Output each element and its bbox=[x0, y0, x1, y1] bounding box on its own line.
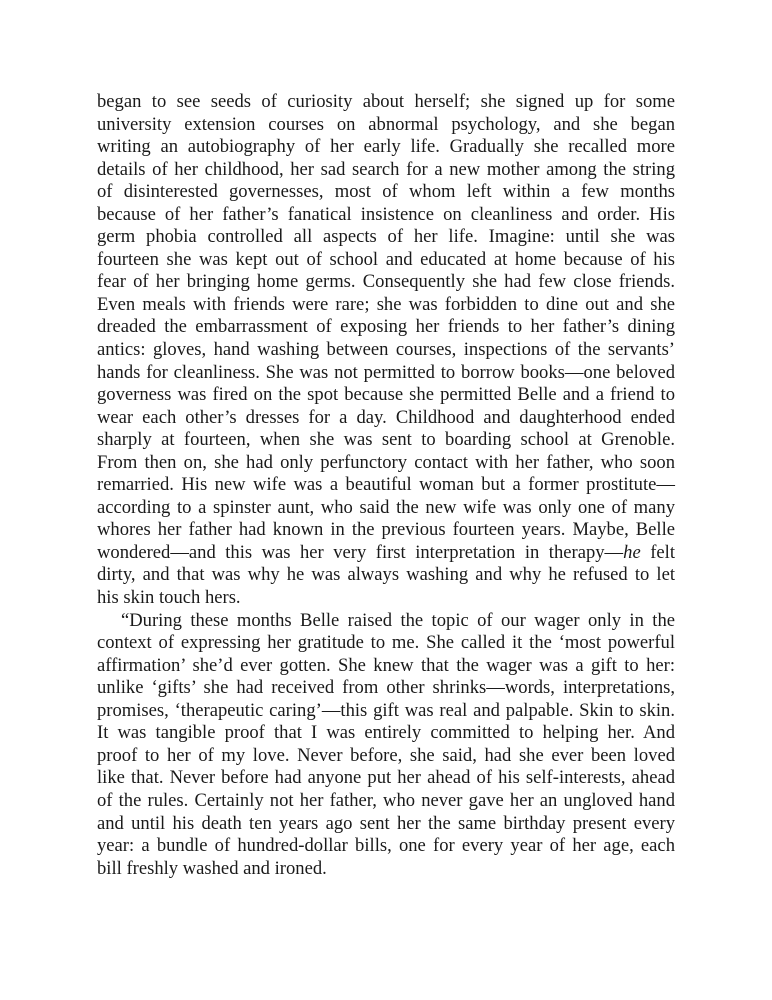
text-line: dreaded the embarrassment of exposing her friends to her father’s dining bbox=[97, 316, 675, 338]
text-line: like that. Never before had anyone put her ahead of his self-interests, ahead bbox=[97, 767, 675, 789]
text-line: germ phobia controlled all aspects of her life. Imagine: until she was bbox=[97, 226, 675, 248]
text-line: and until his death ten years ago sent her the same birthday present every bbox=[97, 812, 675, 834]
text-line: antics: gloves, hand washing between courses, inspections of the servants’ bbox=[97, 339, 675, 361]
text-line: according to a spinster aunt, who said the new wife was only one of many bbox=[97, 496, 675, 518]
text-line: details of her childhood, her sad search for a new mother among the string bbox=[97, 158, 675, 180]
text-line: writing an autobiography of her early life. Gradually she recalled more bbox=[97, 136, 675, 158]
text-line: hands for cleanliness. She was not permitted to borrow books—one beloved bbox=[97, 361, 675, 383]
text-line: bill freshly washed and ironed. bbox=[97, 857, 327, 879]
text-line: of disinterested governesses, most of whom left within a few months bbox=[97, 181, 675, 203]
text-line-with-italic bbox=[97, 542, 675, 565]
text-line: affirmation’ she’d ever gotten. She knew that the wager was a gift to her: bbox=[97, 654, 675, 676]
text-line: of the rules. Certainly not her father, who never gave her an ungloved hand bbox=[97, 789, 675, 811]
text-line: “During these months Belle raised the topic of our wager only in the bbox=[121, 609, 675, 631]
text-line: sharply at fourteen, when she was sent to boarding school at Grenoble. bbox=[97, 429, 675, 451]
text-line: began to see seeds of curiosity about herself; she signed up for some bbox=[97, 91, 675, 112]
text-segment: felt bbox=[640, 541, 675, 563]
text-line: unlike ‘gifts’ she had received from other shrinks—words, interpretations, bbox=[97, 677, 675, 699]
text-line: because of her father’s fanatical insistence on cleanliness and order. His bbox=[97, 203, 675, 225]
text-line: context of expressing her gratitude to me. She called it the ‘most powerful bbox=[97, 632, 675, 654]
text-line: From then on, she had only perfunctory contact with her father, who soon bbox=[97, 451, 675, 473]
text-line: governess was fired on the spot because she permitted Belle and a friend to bbox=[97, 384, 675, 406]
text-line: wear each other’s dresses for a day. Childhood and daughterhood ended bbox=[97, 406, 675, 428]
paragraph-1 bbox=[97, 91, 675, 610]
text-line: Even meals with friends were rare; she was forbidden to dine out and she bbox=[97, 293, 675, 315]
text-line: remarried. His new wife was a beautiful woman but a former prostitute— bbox=[97, 474, 675, 496]
text-line: his skin touch hers. bbox=[97, 587, 241, 609]
italic-word: he bbox=[623, 541, 641, 563]
text-line: proof to her of my love. Never before, she said, had she ever been loved bbox=[97, 744, 675, 766]
text-line: dirty, and that was why he was always washing and why he refused to let bbox=[97, 564, 675, 586]
document-page bbox=[97, 91, 675, 880]
text-line: fear of her bringing home germs. Consequently she had few close friends. bbox=[97, 271, 675, 293]
text-line: year: a bundle of hundred-dollar bills, one for every year of her age, each bbox=[97, 835, 675, 857]
text-line: whores her father had known in the previous fourteen years. Maybe, Belle bbox=[97, 519, 675, 541]
text-line: university extension courses on abnormal psychology, and she began bbox=[97, 113, 675, 135]
text-line: It was tangible proof that I was entirely committed to helping her. And bbox=[97, 722, 675, 744]
text-line: fourteen she was kept out of school and educated at home because of his bbox=[97, 248, 675, 270]
paragraph-2 bbox=[97, 610, 675, 881]
text-segment: wondered—and this was her very first interpretation in therapy— bbox=[97, 541, 624, 563]
text-line: promises, ‘therapeutic caring’—this gift was real and palpable. Skin to skin. bbox=[97, 699, 675, 721]
